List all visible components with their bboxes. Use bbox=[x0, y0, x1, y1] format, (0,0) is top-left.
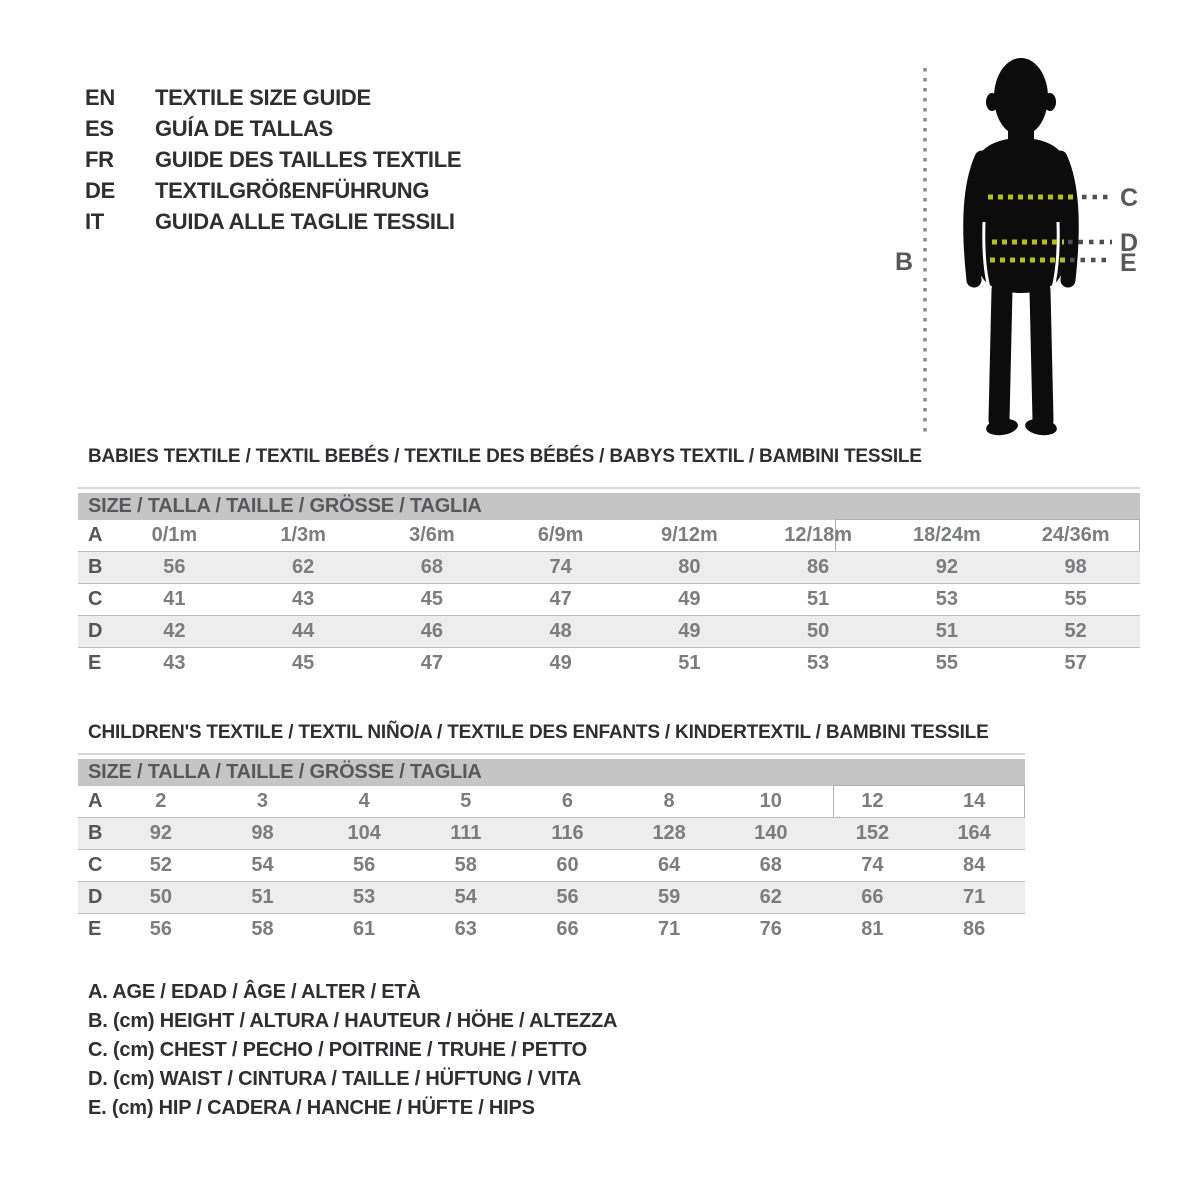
size-cell: 58 bbox=[415, 850, 517, 882]
language-code: ES bbox=[85, 115, 114, 141]
size-cell: 68 bbox=[368, 552, 497, 584]
size-cell: 53 bbox=[313, 882, 415, 914]
size-cell: 53 bbox=[754, 648, 883, 680]
size-cell: 4 bbox=[358, 790, 370, 812]
size-cell: 43 bbox=[239, 584, 368, 616]
size-cell: 48 bbox=[496, 616, 625, 648]
size-cell: 3 bbox=[256, 790, 269, 812]
legend-item-chest: C. (cm) CHEST / PECHO / POITRINE / TRUHE / PETTO bbox=[88, 1039, 587, 1061]
children-size-header-bar bbox=[78, 759, 1025, 786]
size-cell: 56 bbox=[517, 882, 619, 914]
size-row-E bbox=[78, 648, 1140, 680]
size-cell: 18/24m bbox=[912, 524, 981, 546]
size-cell: 55 bbox=[883, 648, 1012, 680]
size-cell: 56 bbox=[110, 552, 239, 584]
size-cell: 61 bbox=[313, 914, 415, 946]
language-code: EN bbox=[85, 84, 115, 110]
size-cell: 66 bbox=[822, 882, 924, 914]
size-cell: 104 bbox=[313, 818, 415, 850]
size-cell: 64 bbox=[618, 850, 720, 882]
size-cell: 58 bbox=[212, 914, 314, 946]
size-cell: 80 bbox=[625, 552, 754, 584]
row-label: C bbox=[78, 850, 110, 882]
babies-size-header-bar bbox=[78, 493, 1140, 520]
language-row-es bbox=[85, 113, 461, 144]
legend-item-height: B. (cm) HEIGHT / ALTURA / HAUTEUR / HÖHE / ALTEZZA bbox=[88, 1010, 618, 1032]
size-row-D bbox=[78, 882, 1025, 914]
children-table-block bbox=[78, 753, 1025, 945]
size-cell: 43 bbox=[110, 648, 239, 680]
size-header-label: SIZE / TALLA / TAILLE / GRÖSSE / TAGLIA bbox=[88, 761, 482, 783]
size-cell: 45 bbox=[368, 584, 497, 616]
language-title: TEXTILE SIZE GUIDE bbox=[155, 84, 371, 110]
size-cell: 54 bbox=[212, 850, 314, 882]
size-cell: 8 bbox=[663, 790, 675, 812]
babies-size-table bbox=[78, 520, 1140, 679]
size-cell: 3/6m bbox=[409, 524, 455, 546]
size-row-C bbox=[78, 850, 1025, 882]
size-cell: 52 bbox=[1011, 616, 1140, 648]
size-cell: 76 bbox=[720, 914, 822, 946]
size-header-label: SIZE / TALLA / TAILLE / GRÖSSE / TAGLIA bbox=[88, 495, 482, 517]
size-cell: 49 bbox=[625, 584, 754, 616]
measurement-figure bbox=[880, 40, 1180, 460]
size-cell: 5 bbox=[460, 790, 472, 812]
measurement-legend bbox=[88, 978, 617, 1123]
figure-label-waist: D bbox=[1120, 229, 1139, 257]
row-label: A bbox=[88, 524, 103, 546]
row-label: E bbox=[78, 914, 110, 946]
language-title: GUÍA DE TALLAS bbox=[155, 115, 333, 141]
size-cell: 47 bbox=[368, 648, 497, 680]
size-row-E bbox=[78, 914, 1025, 946]
size-cell: 12 bbox=[861, 790, 884, 812]
row-label: B bbox=[78, 818, 110, 850]
row-label: C bbox=[78, 584, 110, 616]
size-cell: 71 bbox=[618, 914, 720, 946]
size-cell: 51 bbox=[754, 584, 883, 616]
size-cell: 128 bbox=[618, 818, 720, 850]
size-cell: 51 bbox=[212, 882, 314, 914]
size-cell: 81 bbox=[822, 914, 924, 946]
size-cell: 152 bbox=[822, 818, 924, 850]
legend-item-waist: D. (cm) WAIST / CINTURA / TAILLE / HÜFTUNG / VITA bbox=[88, 1068, 582, 1090]
size-cell: 45 bbox=[239, 648, 368, 680]
child-silhouette-diagram bbox=[880, 40, 1180, 460]
language-title-list bbox=[85, 82, 461, 237]
size-cell: 50 bbox=[754, 616, 883, 648]
size-cell: 63 bbox=[415, 914, 517, 946]
size-cell: 57 bbox=[1011, 648, 1140, 680]
size-cell: 6 bbox=[561, 790, 574, 812]
size-row-B bbox=[78, 552, 1140, 584]
size-cell: 66 bbox=[517, 914, 619, 946]
size-cell: 55 bbox=[1011, 584, 1140, 616]
row-label: A bbox=[88, 790, 103, 812]
row-label: E bbox=[78, 648, 110, 680]
children-size-table bbox=[78, 786, 1025, 945]
size-cell: 6/9m bbox=[537, 524, 584, 546]
row-label: D bbox=[78, 616, 110, 648]
size-cell: 47 bbox=[496, 584, 625, 616]
size-row-A bbox=[78, 786, 1025, 818]
size-cell: 49 bbox=[625, 616, 754, 648]
size-cell: 14 bbox=[963, 790, 986, 812]
figure-label-chest: C bbox=[1120, 184, 1139, 212]
row-label: B bbox=[78, 552, 110, 584]
babies-table-block bbox=[78, 487, 1140, 679]
size-row-D bbox=[78, 616, 1140, 648]
babies-section-heading: BABIES TEXTILE / TEXTIL BEBÉS / TEXTILE DES BÉBÉS / BABYS TEXTIL / BAMBINI TESSILE bbox=[88, 446, 922, 467]
size-cell: 111 bbox=[415, 818, 517, 850]
size-cell: 53 bbox=[883, 584, 1012, 616]
row-label: D bbox=[78, 882, 110, 914]
size-cell: 49 bbox=[496, 648, 625, 680]
size-cell: 98 bbox=[1011, 552, 1140, 584]
size-cell: 51 bbox=[625, 648, 754, 680]
language-row-de bbox=[85, 175, 461, 206]
size-cell: 52 bbox=[110, 850, 212, 882]
size-cell: 12/18m bbox=[784, 524, 853, 546]
figure-label-height: B bbox=[895, 248, 914, 276]
figure-label-hip: E bbox=[1120, 249, 1137, 277]
size-cell: 86 bbox=[754, 552, 883, 584]
size-cell: 62 bbox=[239, 552, 368, 584]
size-row-A bbox=[78, 520, 1140, 552]
size-cell: 9/12m bbox=[661, 524, 718, 546]
size-cell: 116 bbox=[517, 818, 619, 850]
size-cell: 24/36m bbox=[1041, 524, 1110, 546]
legend-item-hip: E. (cm) HIP / CADERA / HANCHE / HÜFTE / HIPS bbox=[88, 1097, 535, 1119]
language-code: IT bbox=[85, 208, 104, 234]
size-cell: 2 bbox=[155, 790, 167, 812]
language-row-fr bbox=[85, 144, 461, 175]
language-code: FR bbox=[85, 146, 114, 172]
size-cell: 98 bbox=[212, 818, 314, 850]
language-code: DE bbox=[85, 177, 115, 203]
size-cell: 164 bbox=[923, 818, 1025, 850]
size-cell: 84 bbox=[923, 850, 1025, 882]
size-cell: 60 bbox=[517, 850, 619, 882]
legend-item-age: A. AGE / EDAD / ÂGE / ALTER / ETÀ bbox=[88, 981, 421, 1003]
language-row-en bbox=[85, 82, 461, 113]
children-section-heading: CHILDREN'S TEXTILE / TEXTIL NIÑO/A / TEXTILE DES ENFANTS / KINDERTEXTIL / BAMBINI TESSILE bbox=[88, 722, 989, 743]
language-title: TEXTILGRÖßENFÜHRUNG bbox=[155, 177, 430, 203]
size-cell: 56 bbox=[313, 850, 415, 882]
size-cell: 42 bbox=[110, 616, 239, 648]
size-cell: 44 bbox=[239, 616, 368, 648]
size-cell: 51 bbox=[883, 616, 1012, 648]
language-title: GUIDE DES TAILLES TEXTILE bbox=[155, 146, 462, 172]
size-cell: 41 bbox=[110, 584, 239, 616]
size-cell: 1/3m bbox=[280, 524, 326, 546]
size-cell: 56 bbox=[110, 914, 212, 946]
size-cell: 74 bbox=[822, 850, 924, 882]
size-cell: 54 bbox=[415, 882, 517, 914]
size-cell: 50 bbox=[110, 882, 212, 914]
size-cell: 46 bbox=[368, 616, 497, 648]
language-title: GUIDA ALLE TAGLIE TESSILI bbox=[155, 208, 455, 234]
size-cell: 0/1m bbox=[151, 524, 198, 546]
size-cell: 68 bbox=[720, 850, 822, 882]
size-cell: 62 bbox=[720, 882, 822, 914]
size-cell: 92 bbox=[110, 818, 212, 850]
size-cell: 92 bbox=[883, 552, 1012, 584]
size-cell: 71 bbox=[923, 882, 1025, 914]
size-row-C bbox=[78, 584, 1140, 616]
size-row-B bbox=[78, 818, 1025, 850]
language-row-it bbox=[85, 206, 461, 237]
size-cell: 86 bbox=[923, 914, 1025, 946]
size-cell: 10 bbox=[759, 790, 782, 812]
size-cell: 140 bbox=[720, 818, 822, 850]
size-cell: 74 bbox=[496, 552, 625, 584]
size-cell: 59 bbox=[618, 882, 720, 914]
